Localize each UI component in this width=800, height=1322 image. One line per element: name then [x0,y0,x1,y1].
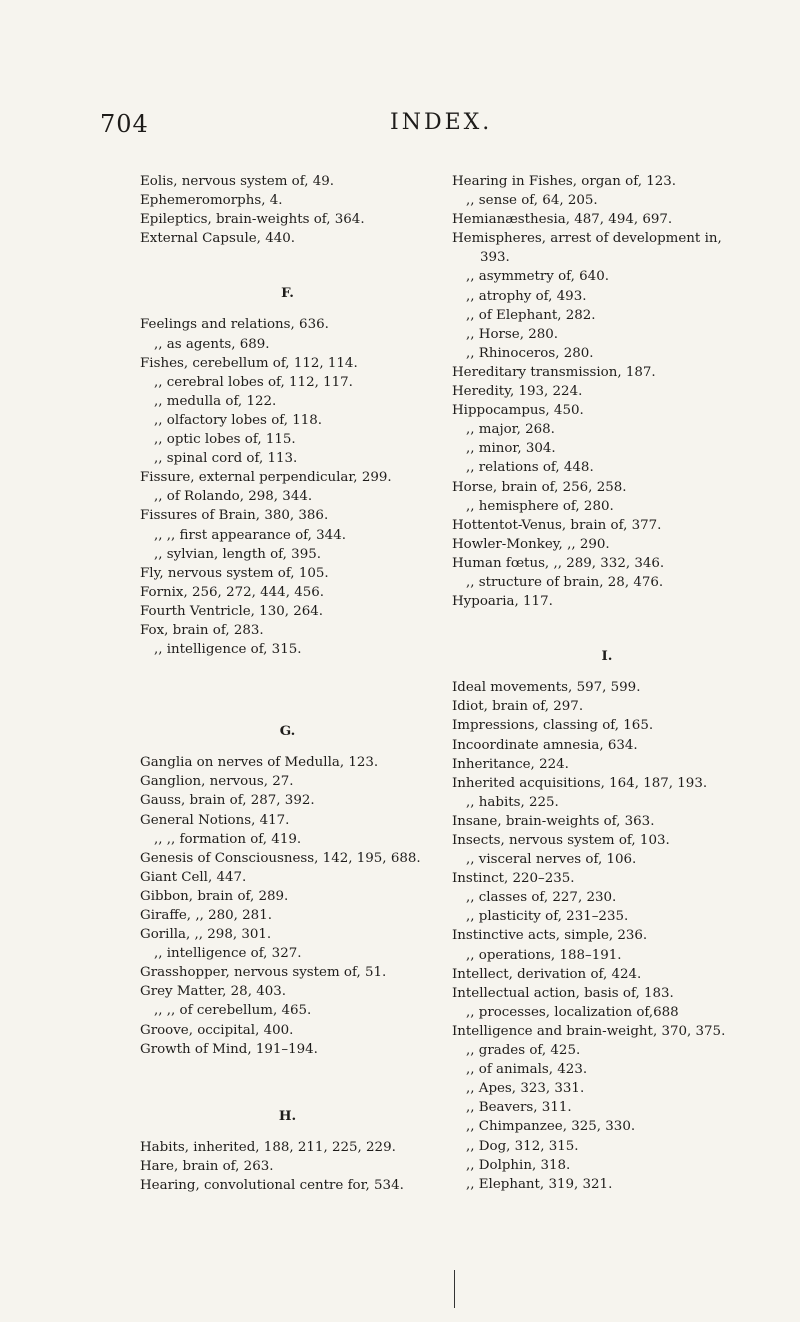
spacer [140,248,435,284]
index-entry: Fourth Ventricle, 130, 264. [140,603,324,619]
index-entry: Ephemeromorphs, 4. [140,193,283,209]
spacer [140,741,435,753]
spacer [452,611,762,647]
index-subentry: ,, ,, first appearance of, 344. [154,527,346,543]
index-entry: Gibbon, brain of, 289. [140,888,289,904]
index-entry: Giant Cell, 447. [140,869,247,885]
section-heading: I. [601,648,613,665]
right-column [452,172,762,1194]
index-entry: Fly, nervous system of, 105. [140,565,329,581]
index-subentry: 393. [480,250,510,266]
index-entry: Intelligence and brain-weight, 370, 375. [452,1023,726,1039]
index-entry: Fissure, external perpendicular, 299. [140,470,392,486]
index-subentry: ,, Elephant, 319, 321. [466,1176,613,1192]
column-rule [454,1270,455,1308]
index-subentry: ,, intelligence of, 315. [154,642,302,658]
index-entry: Idiot, brain of, 297. [452,699,584,715]
index-entry: Eolis, nervous system of, 49. [140,174,335,189]
index-subentry: ,, sylvian, length of, 395. [154,546,321,562]
spacer [140,695,435,722]
spacer [140,303,435,315]
index-subentry: ,, visceral nerves of, 106. [466,852,637,868]
index-subentry: ,, cerebral lobes of, 112, 117. [154,374,353,390]
index-entry: Intellect, derivation of, 424. [452,966,642,982]
page-header [0,110,800,150]
index-entry: Epileptics, brain-weights of, 364. [140,212,365,228]
index-entry: Intellectual action, basis of, 183. [452,985,674,1001]
index-entry: Ganglia on nerves of Medulla, 123. [140,755,379,771]
spacer [140,659,435,695]
index-subentry: ,, plasticity of, 231–235. [466,909,629,925]
index-subentry: ,, medulla of, 122. [154,393,277,409]
index-entry: Ganglion, nervous, 27. [140,774,294,790]
index-subentry: ,, classes of, 227, 230. [466,890,617,906]
index-entry: Hereditary transmission, 187. [452,364,656,380]
index-subentry: ,, Apes, 323, 331. [466,1081,585,1097]
index-subentry: ,, ,, of cerebellum, 465. [154,1003,312,1019]
index-entry: General Notions, 417. [140,812,290,828]
index-subentry: ,, spinal cord of, 113. [154,451,298,467]
index-entry: Growth of Mind, 191–194. [140,1041,318,1057]
index-subentry: ,, as agents, 689. [154,336,270,352]
index-entry: Human fœtus, ,, 289, 332, 346. [452,555,665,571]
index-entry: Hemianæsthesia, 487, 494, 697. [452,212,673,228]
page-title: INDEX. [390,110,493,135]
index-entry: Giraffe, ,, 280, 281. [140,908,272,923]
index-entry: Feelings and relations, 636. [140,317,329,333]
index-entry: Hearing, convolutional centre for, 534. [140,1178,404,1194]
index-entry: Fissures of Brain, 380, 386. [140,508,329,524]
index-entry: Inherited acquisitions, 164, 187, 193. [452,775,708,791]
spacer [452,666,762,678]
index-subentry: ,, olfactory lobes of, 118. [154,412,323,428]
index-entry: Insects, nervous system of, 103. [452,833,670,848]
index-entry: Horse, brain of, 256, 258. [452,479,627,495]
index-subentry: ,, ,, formation of, 419. [154,831,302,847]
index-entry: Instinctive acts, simple, 236. [452,928,648,944]
spacer [140,1095,435,1107]
index-subentry: ,, Dolphin, 318. [466,1157,571,1173]
index-entry: Grasshopper, nervous system of, 51. [140,965,387,981]
section-heading: F. [281,285,294,302]
index-entry: Insane, brain-weights of, 363. [452,813,655,829]
index-entry: Fishes, cerebellum of, 112, 114. [140,355,358,371]
section-heading: G. [279,723,296,740]
index-entry: Howler-Monkey, ,, 290. [452,536,610,552]
section-heading: H. [278,1107,297,1124]
index-entry: Inheritance, 224. [452,756,569,772]
index-subentry: ,, intelligence of, 327. [154,946,302,962]
index-entry: Gorilla, ,, 298, 301. [140,927,272,943]
index-subentry: ,, major, 268. [466,422,555,438]
index-entry: Fornix, 256, 272, 444, 456. [140,584,325,600]
index-subentry: ,, relations of, 448. [466,460,594,476]
page-number: 704 [100,110,149,138]
index-subentry: ,, Dog, 312, 315. [466,1138,579,1154]
index-entry: Groove, occipital, 400. [140,1022,294,1038]
index-entry: Hare, brain of, 263. [140,1158,274,1174]
index-subentry: ,, asymmetry of, 640. [466,269,609,285]
index-subentry: ,, sense of, 64, 205. [466,193,598,209]
index-subentry: ,, Chimpanzee, 325, 330. [466,1119,636,1135]
spacer [140,1059,435,1095]
index-entry: Habits, inherited, 188, 211, 225, 229. [140,1139,396,1155]
index-entry: External Capsule, 440. [140,231,296,247]
index-subentry: ,, atrophy of, 493. [466,288,587,304]
index-subentry: ,, minor, 304. [466,441,556,457]
spacer [140,1126,435,1138]
index-entry: Hemispheres, arrest of development in, [452,231,722,247]
index-entry: Gauss, brain of, 287, 392. [140,793,315,809]
index-subentry: ,, hemisphere of, 280. [466,498,614,514]
index-entry: Genesis of Consciousness, 142, 195, 688. [140,850,421,866]
index-entry: Hypoaria, 117. [452,594,553,610]
index-subentry: ,, optic lobes of, 115. [154,432,296,448]
index-entry: Hippocampus, 450. [452,403,584,419]
index-subentry: ,, of Elephant, 282. [466,307,596,323]
index-subentry: ,, Horse, 280. [466,326,559,342]
index-subentry: ,, operations, 188–191. [466,947,622,963]
index-entry: Instinct, 220–235. [452,871,575,887]
index-subentry: ,, processes, localization of,688 [466,1004,679,1020]
index-entry: Fox, brain of, 283. [140,622,264,638]
index-subentry: ,, of Rolando, 298, 344. [154,489,313,505]
index-subentry: ,, grades of, 425. [466,1043,581,1059]
index-entry: Hottentot-Venus, brain of, 377. [452,517,662,533]
index-subentry: ,, structure of brain, 28, 476. [466,574,664,590]
left-column [140,172,435,1195]
index-entry: Grey Matter, 28, 403. [140,984,287,1000]
index-entry: Impressions, classing of, 165. [452,718,654,734]
index-entry: Ideal movements, 597, 599. [452,680,641,696]
index-entry: Heredity, 193, 224. [452,384,583,400]
index-subentry: ,, Beavers, 311. [466,1100,572,1116]
index-subentry: ,, Rhinoceros, 280. [466,345,594,361]
index-entry: Incoordinate amnesia, 634. [452,737,638,753]
index-entry: Hearing in Fishes, organ of, 123. [452,174,677,189]
index-subentry: ,, of animals, 423. [466,1062,588,1078]
index-subentry: ,, habits, 225. [466,794,559,810]
